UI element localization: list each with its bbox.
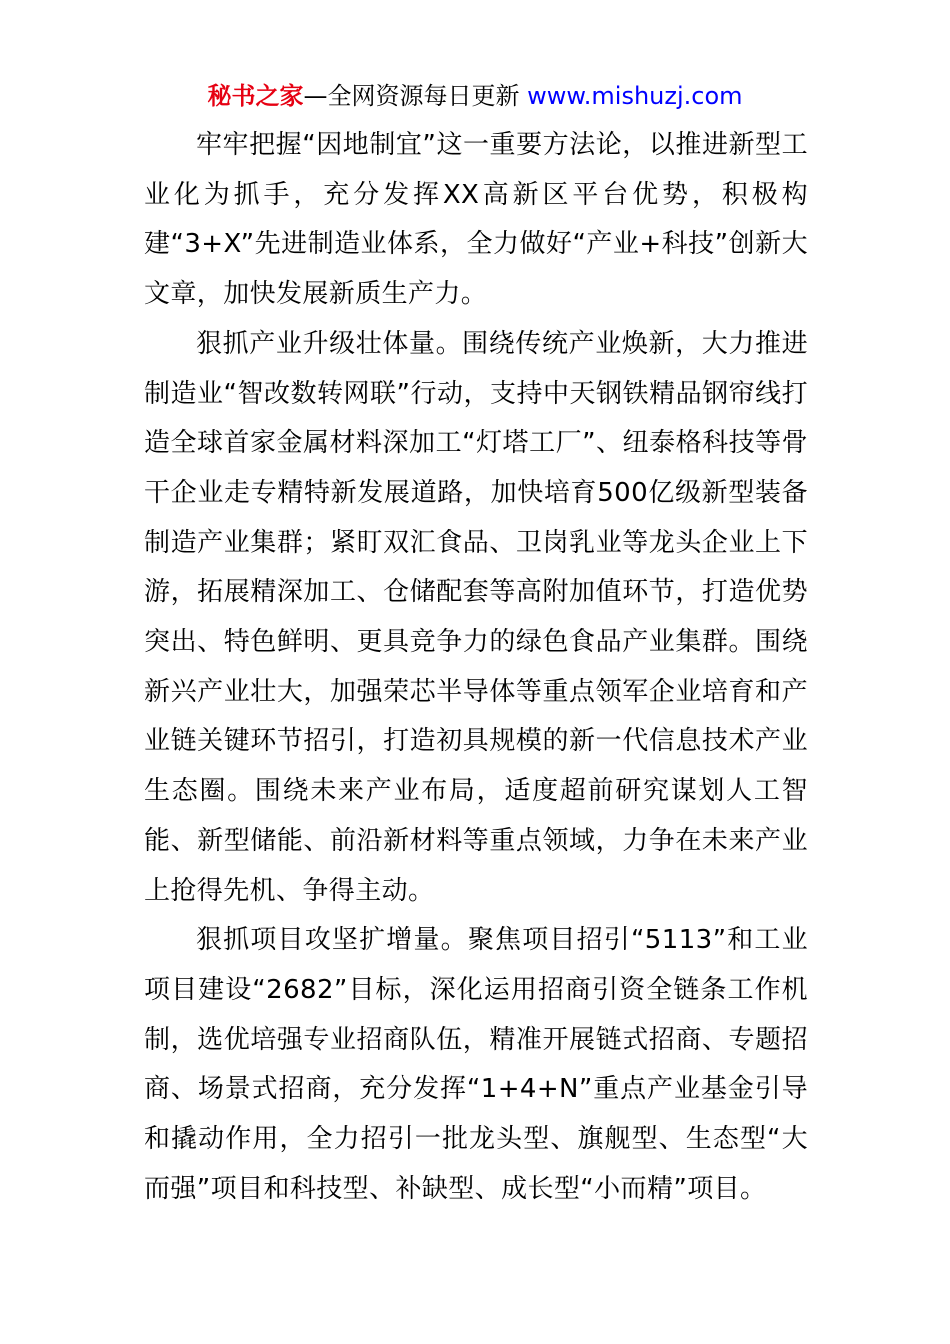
paragraph-project-investment: 狠抓项目攻坚扩增量。聚焦项目招引“5113”和工业项目建设“2682”目标，深化运用招商引资全链条工作机制，选优培强专业招商队伍，精准开展链式招商、专题招商、场景式招商，充分发挥“1+4+N”重点产业基金引导和撬动作用，全力招引一批龙头型、旗舰型、生态型“大而强”项目和科技型、补缺型、成长型“小而精”项目。	[144, 925, 808, 1204]
paragraph-intro: 牢牢把握“因地制宜”这一重要方法论，以推进新型工业化为抓手，充分发挥XX高新区平台优势，积极构建“3+X”先进制造业体系，全力做好“产业+科技”创新大文章，加快发展新质生产力。	[144, 130, 808, 310]
document-body	[144, 121, 808, 1214]
paragraph-industry-upgrade: 狠抓产业升级壮体量。围绕传统产业焕新，大力推进制造业“智改数转网联”行动，支持中天钢铁精品钢帘线打造全球首家金属材料深加工“灯塔工厂”、纽泰格科技等骨干企业走专精特新发展道路，加快培育500亿级新型装备制造产业集群；紧盯双汇食品、卫岗乳业等龙头企业上下游，拓展精深加工、仓储配套等高附加值环节，打造优势突出、特色鲜明、更具竞争力的绿色食品产业集群。围绕新兴产业壮大，加强荣芯半导体等重点领军企业培育和产业链关键环节招引，打造初具规模的新一代信息技术产业生态圈。围绕未来产业布局，适度超前研究谋划人工智能、新型储能、前沿新材料等重点领域，力争在未来产业上抢得先机、争得主动。	[144, 328, 808, 906]
site-header	[0, 80, 950, 112]
site-brand: 秘书之家	[207, 82, 304, 110]
site-tagline: —全网资源每日更新	[303, 82, 528, 110]
site-url-link[interactable]: www.mishuzj.com	[527, 82, 743, 110]
